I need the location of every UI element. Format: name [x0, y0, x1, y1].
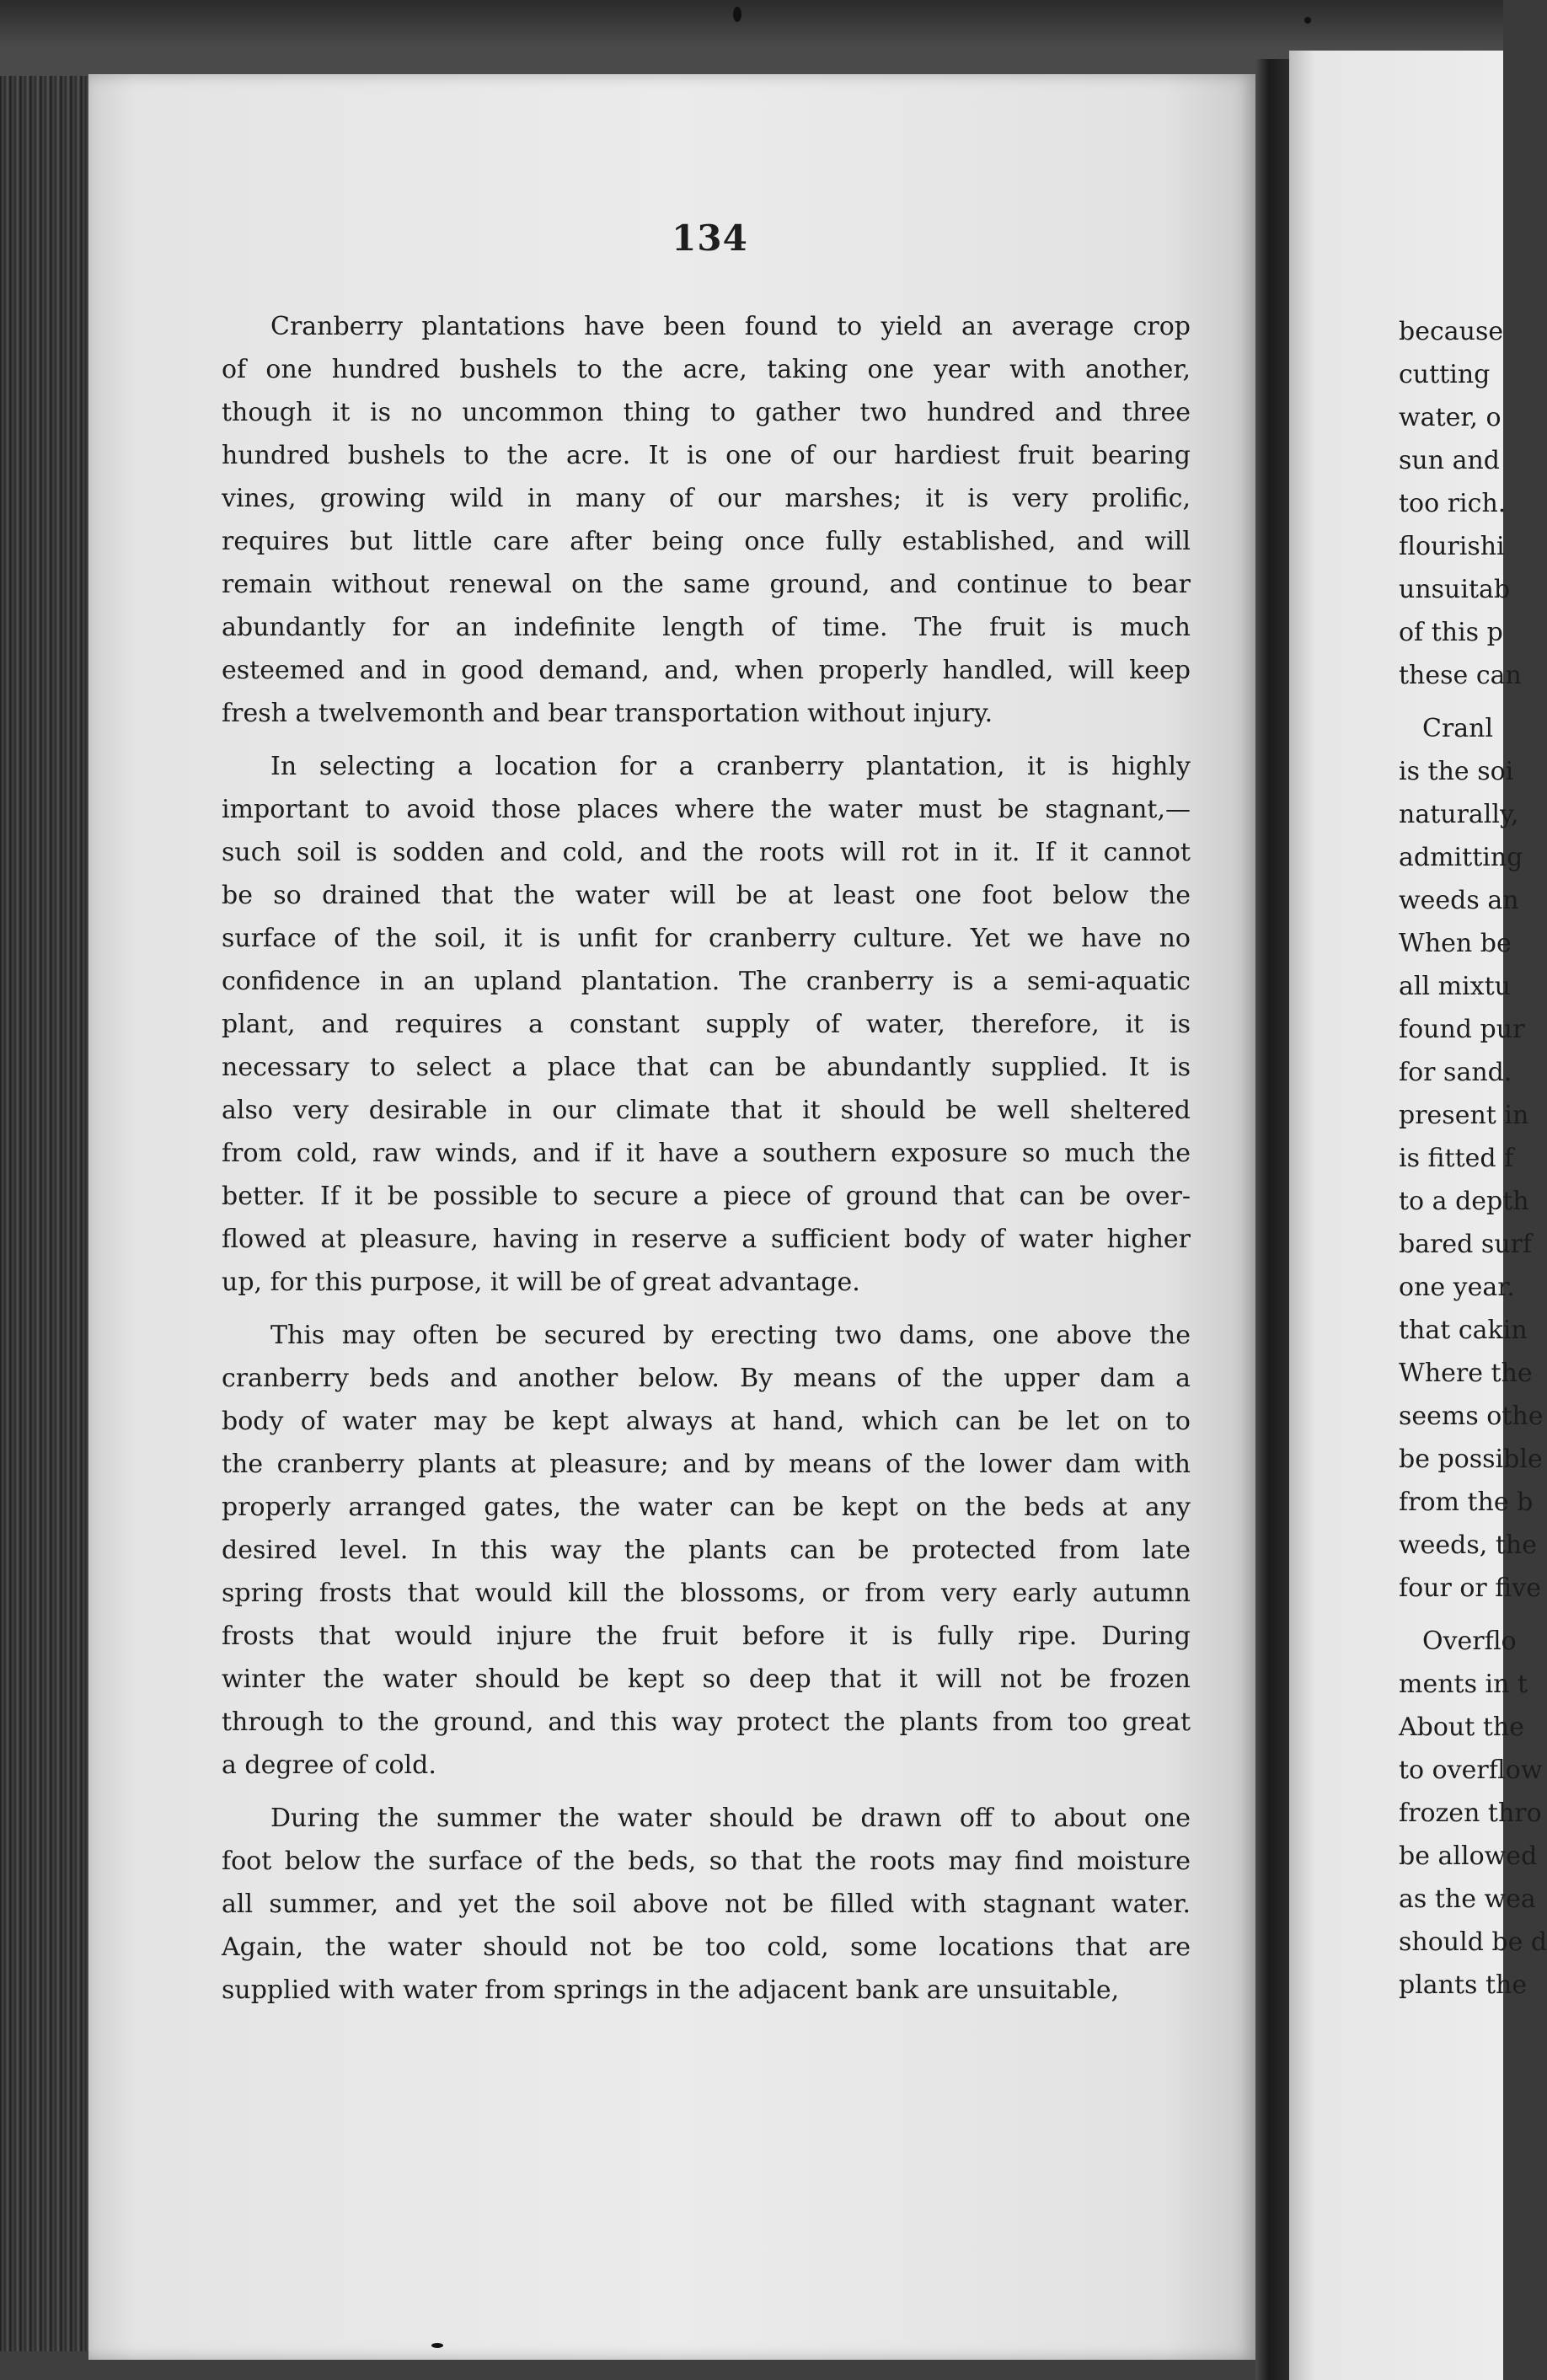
facing-text-fragment: too rich.: [1399, 489, 1507, 518]
facing-text-fragment: to overflow: [1399, 1756, 1543, 1785]
text-line: foot below the surface of the beds, so that the roots may find moisture: [222, 1847, 1191, 1876]
text-line: though it is no uncommon thing to gather two hundred and three: [222, 398, 1191, 427]
text-line: such soil is sodden and cold, and the roots will rot in it. If it cannot: [222, 838, 1191, 867]
text-line: all summer, and yet the soil above not be filled with stagnant water.: [222, 1890, 1191, 1919]
text-line: through to the ground, and this way protect the plants from too great: [222, 1707, 1191, 1737]
facing-text-fragment: flourishi: [1399, 532, 1505, 561]
scan-speck: [1304, 17, 1311, 24]
facing-text-fragment: from the b: [1399, 1488, 1534, 1517]
text-line: flowed at pleasure, having in reserve a sufficient body of water higher: [222, 1225, 1191, 1254]
paragraph-gap: [222, 735, 1191, 745]
text-line: During the summer the water should be drawn off to about one: [270, 1804, 1191, 1833]
text-line: also very desirable in our climate that it should be well sheltered: [222, 1096, 1191, 1125]
text-line: fresh a twelvemonth and bear transportation without injury.: [222, 699, 993, 728]
text-line: be so drained that the water will be at least one foot below the: [222, 881, 1191, 910]
facing-text-fragment: is fitted f: [1399, 1144, 1514, 1173]
page-body: [222, 305, 1191, 2012]
facing-text-fragment: Where the: [1399, 1359, 1533, 1388]
facing-text-fragment: is the soi: [1399, 757, 1514, 786]
text-line: plant, and requires a constant supply of water, therefore, it is: [222, 1010, 1191, 1039]
paragraph-gap: [1399, 697, 1503, 707]
text-line: surface of the soil, it is unfit for cranberry culture. Yet we have no: [222, 924, 1191, 953]
scan-speck: [733, 7, 741, 22]
facing-text-fragment: of this p: [1399, 618, 1503, 647]
text-line: This may often be secured by erecting two dams, one above the: [270, 1321, 1191, 1350]
facing-text-fragment: be possible: [1399, 1445, 1543, 1474]
text-line: vines, growing wild in many of our marshes; it is very prolific,: [222, 484, 1191, 513]
facing-text-fragment: water, o: [1399, 403, 1502, 432]
facing-text-fragment: plants the: [1399, 1970, 1528, 2000]
left-binding-edge: [0, 76, 88, 2351]
text-line: abundantly for an indefinite length of time. The fruit is much: [222, 613, 1191, 642]
facing-text-fragment: all mixtu: [1399, 972, 1511, 1001]
text-line: cranberry beds and another below. By means of the upper dam a: [222, 1364, 1191, 1393]
paragraph-gap: [222, 1304, 1191, 1314]
text-line: of one hundred bushels to the acre, taking one year with another,: [222, 355, 1191, 384]
facing-text-fragment: About the: [1399, 1713, 1524, 1742]
text-line: esteemed and in good demand, and, when properly handled, will keep: [222, 656, 1191, 685]
text-line: confidence in an upland plantation. The cranberry is a semi-aquatic: [222, 967, 1191, 996]
facing-text-fragment: that cakin: [1399, 1316, 1528, 1345]
facing-page-text: [1399, 310, 1547, 2007]
facing-text-fragment: as the wea: [1399, 1884, 1536, 1914]
text-line: important to avoid those places where the water must be stagnant,—: [222, 795, 1191, 824]
text-line: spring frosts that would kill the blossoms, or from very early autumn: [222, 1579, 1191, 1608]
facing-text-fragment: When be: [1399, 929, 1512, 958]
facing-text-fragment: seems othe: [1399, 1402, 1544, 1431]
text-line: necessary to select a place that can be abundantly supplied. It is: [222, 1053, 1191, 1082]
text-line: a degree of cold.: [222, 1750, 436, 1780]
text-line: the cranberry plants at pleasure; and by means of the lower dam with: [222, 1450, 1191, 1479]
facing-text-fragment: frozen thro: [1399, 1798, 1542, 1828]
facing-text-fragment: Overflo: [1422, 1627, 1517, 1656]
facing-text-fragment: be allowed: [1399, 1841, 1538, 1871]
facing-text-fragment: weeds an: [1399, 886, 1519, 915]
paragraph-gap: [222, 1787, 1191, 1797]
facing-text-fragment: to a depth: [1399, 1187, 1529, 1216]
facing-text-fragment: sun and: [1399, 446, 1500, 475]
facing-text-fragment: these can: [1399, 661, 1522, 690]
facing-text-fragment: present in: [1399, 1101, 1529, 1130]
text-line: Again, the water should not be too cold, some locations that are: [222, 1932, 1191, 1962]
facing-text-fragment: found pur: [1399, 1015, 1525, 1044]
facing-text-fragment: because: [1399, 317, 1504, 346]
text-line: desired level. In this way the plants can be protected from late: [222, 1536, 1191, 1565]
facing-text-fragment: weeds, the: [1399, 1530, 1537, 1560]
facing-text-fragment: naturally,: [1399, 800, 1519, 829]
text-line: from cold, raw winds, and if it have a southern exposure so much the: [222, 1139, 1191, 1168]
text-line: Cranberry plantations have been found to yield an average crop: [270, 312, 1191, 341]
facing-text-fragment: for sand.: [1399, 1058, 1512, 1087]
facing-text-fragment: cutting: [1399, 360, 1491, 389]
paragraph-gap: [1399, 1610, 1503, 1620]
facing-text-fragment: ments in t: [1399, 1670, 1528, 1699]
facing-text-fragment: bared surf: [1399, 1230, 1533, 1259]
facing-text-fragment: admitting: [1399, 843, 1523, 872]
facing-text-fragment: four or five: [1399, 1573, 1542, 1603]
text-line: winter the water should be kept so deep that it will not be frozen: [222, 1664, 1191, 1694]
text-line: In selecting a location for a cranberry plantation, it is highly: [270, 752, 1191, 781]
facing-text-fragment: one year.: [1399, 1273, 1515, 1302]
text-line: frosts that would injure the fruit before it is fully ripe. During: [222, 1622, 1191, 1651]
text-line: remain without renewal on the same ground, and continue to bear: [222, 570, 1191, 599]
text-line: up, for this purpose, it will be of great advantage.: [222, 1268, 860, 1297]
text-line: better. If it be possible to secure a piece of ground that can be over-: [222, 1182, 1191, 1211]
text-line: supplied with water from springs in the adjacent bank are unsuitable,: [222, 1975, 1120, 2005]
text-line: properly arranged gates, the water can be kept on the beds at any: [222, 1493, 1191, 1522]
facing-text-fragment: should be d: [1399, 1927, 1547, 1957]
page-number: 134: [672, 217, 748, 259]
facing-text-fragment: unsuitab: [1399, 575, 1511, 604]
text-line: hundred bushels to the acre. It is one of our hardiest fruit bearing: [222, 441, 1191, 470]
book-gutter: [1255, 59, 1289, 2380]
scan-speck: [431, 2343, 443, 2348]
facing-text-fragment: Cranl: [1422, 714, 1494, 743]
text-line: body of water may be kept always at hand, which can be let on to: [222, 1407, 1191, 1436]
text-line: requires but little care after being once fully established, and will: [222, 527, 1191, 556]
